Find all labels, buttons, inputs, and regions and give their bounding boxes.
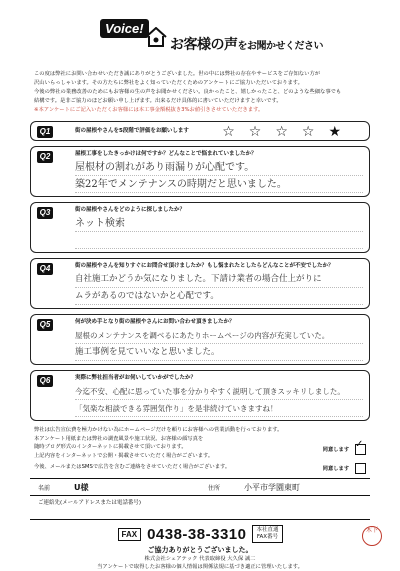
privacy-note: 当アンケートで取得したお客様の個人情報は関係法規に基づき適正に管理いたします。 [97, 564, 303, 570]
fax-icon: FAX [118, 528, 142, 541]
discount-note: ※本アンケートにご記入いただくお客様には本工事金額税抜き3%お値引きさせていただきます。 [34, 107, 264, 113]
voice-badge: Voice! [100, 19, 149, 38]
company-name: 株式会社シェアテック 代表取締役 大久保 誠二 [144, 556, 256, 562]
question-q3: Q3 街の屋根やさんをどのように探しましたか？ ネット検索 [30, 202, 370, 253]
name-address-row: 名前 U様 住所 小平市学園東町 [30, 478, 370, 496]
question-q6: Q6 実際に弊社担当者がお伺いしていかがでしたか？ 今迄不安、心配に思っていた事を分かりやすく説明して頂きスッキリしました。 「気楽な相談できる雰囲気作り」を是非続けていきますね！ [30, 370, 370, 421]
question-q4: Q4 街の屋根やさんを知りすぐにお問合せ頂けましたか？もし悩まれたとしたらどんなことが不安でしたか？ 自社施工かどうか気になりました。下請け業者の場合仕上がりに ムラがあるのではないかと心配です。 [30, 258, 370, 309]
customer-address[interactable]: 小平市学園東町 [244, 482, 300, 492]
question-q1: Q1 街の屋根やさんを5段階で評価をお願いします ☆☆☆☆★ [30, 121, 370, 141]
question-q5: Q5 何が決め手となり街の屋根やさんにお問い合わせ頂きましたか？ 屋根のメンテナンスを調べるにあたりホームページの内容が充実していた。 施工事例を見ていいなと思いました。 [30, 314, 370, 365]
thanks-text: ご協力ありがとうございました。 [147, 546, 253, 554]
fax-number: 0438-38-3310 [147, 525, 247, 543]
header [30, 0, 370, 68]
fax-note: 本社直通 FAX番号 [252, 525, 282, 543]
question-q2: Q2 屋根工事をしたきっかけは何ですか？どんなことで悩まれていましたか？ 屋根材の割れがあり雨漏りが心配です。 築22年でメンテナンスの時期だと思いました。 [30, 146, 370, 197]
fax-row [30, 525, 370, 543]
consent-section: 弊社は広告宣伝費を極力かけない為にホームページだけを頼りにお客様への営業活動を行っております。 本アンケート用紙または弊社の調査風景や施工状況、お客様の顔写真を 随時ブログ形式のインターネットに掲載させて頂いております。 上記内容をインターネットで公開・掲載させていただく場合がございます。 同意します ✓ [34, 426, 366, 460]
seal-stamp: 木下 [362, 526, 382, 546]
mail-consent: 今後、メールまたはSMSで広告を含むご連絡をさせていただく場合がございます。 同意します [34, 463, 366, 474]
customer-name[interactable]: U様 [74, 482, 89, 492]
contact-field[interactable]: ご連絡先(メールアドレスまたは電話番号) [30, 496, 370, 520]
header-title: お客様の声をお聞かせください [170, 37, 323, 53]
agree-checkbox[interactable]: ✓ [355, 444, 366, 455]
house-icon [145, 27, 167, 47]
rating-stars[interactable]: ☆☆☆☆★ [222, 124, 355, 140]
intro-text: この度は弊社にお問い合わせいただき誠にありがとうございました。世の中には弊社の存在やサービスをご存知ない方が 沢山いらっしゃいます。その方たちに弊社をよく知っていただくためのアンケートにご協力いただいております。 今後の弊社の業務改善のためにもお客様の生の声をお聞かせください。良かったこと、嬉しかったこと、どのような些細な事でも 結構です。是非ご協力のほどお願い申し上げます。出来るだけ具体的に書いていただけますと幸いです。 ※本アンケートにご記入いただくお客様には本工事金額税抜き3%お値引きさせていただきます。 [34, 70, 366, 115]
mail-agree-checkbox[interactable] [355, 463, 366, 474]
